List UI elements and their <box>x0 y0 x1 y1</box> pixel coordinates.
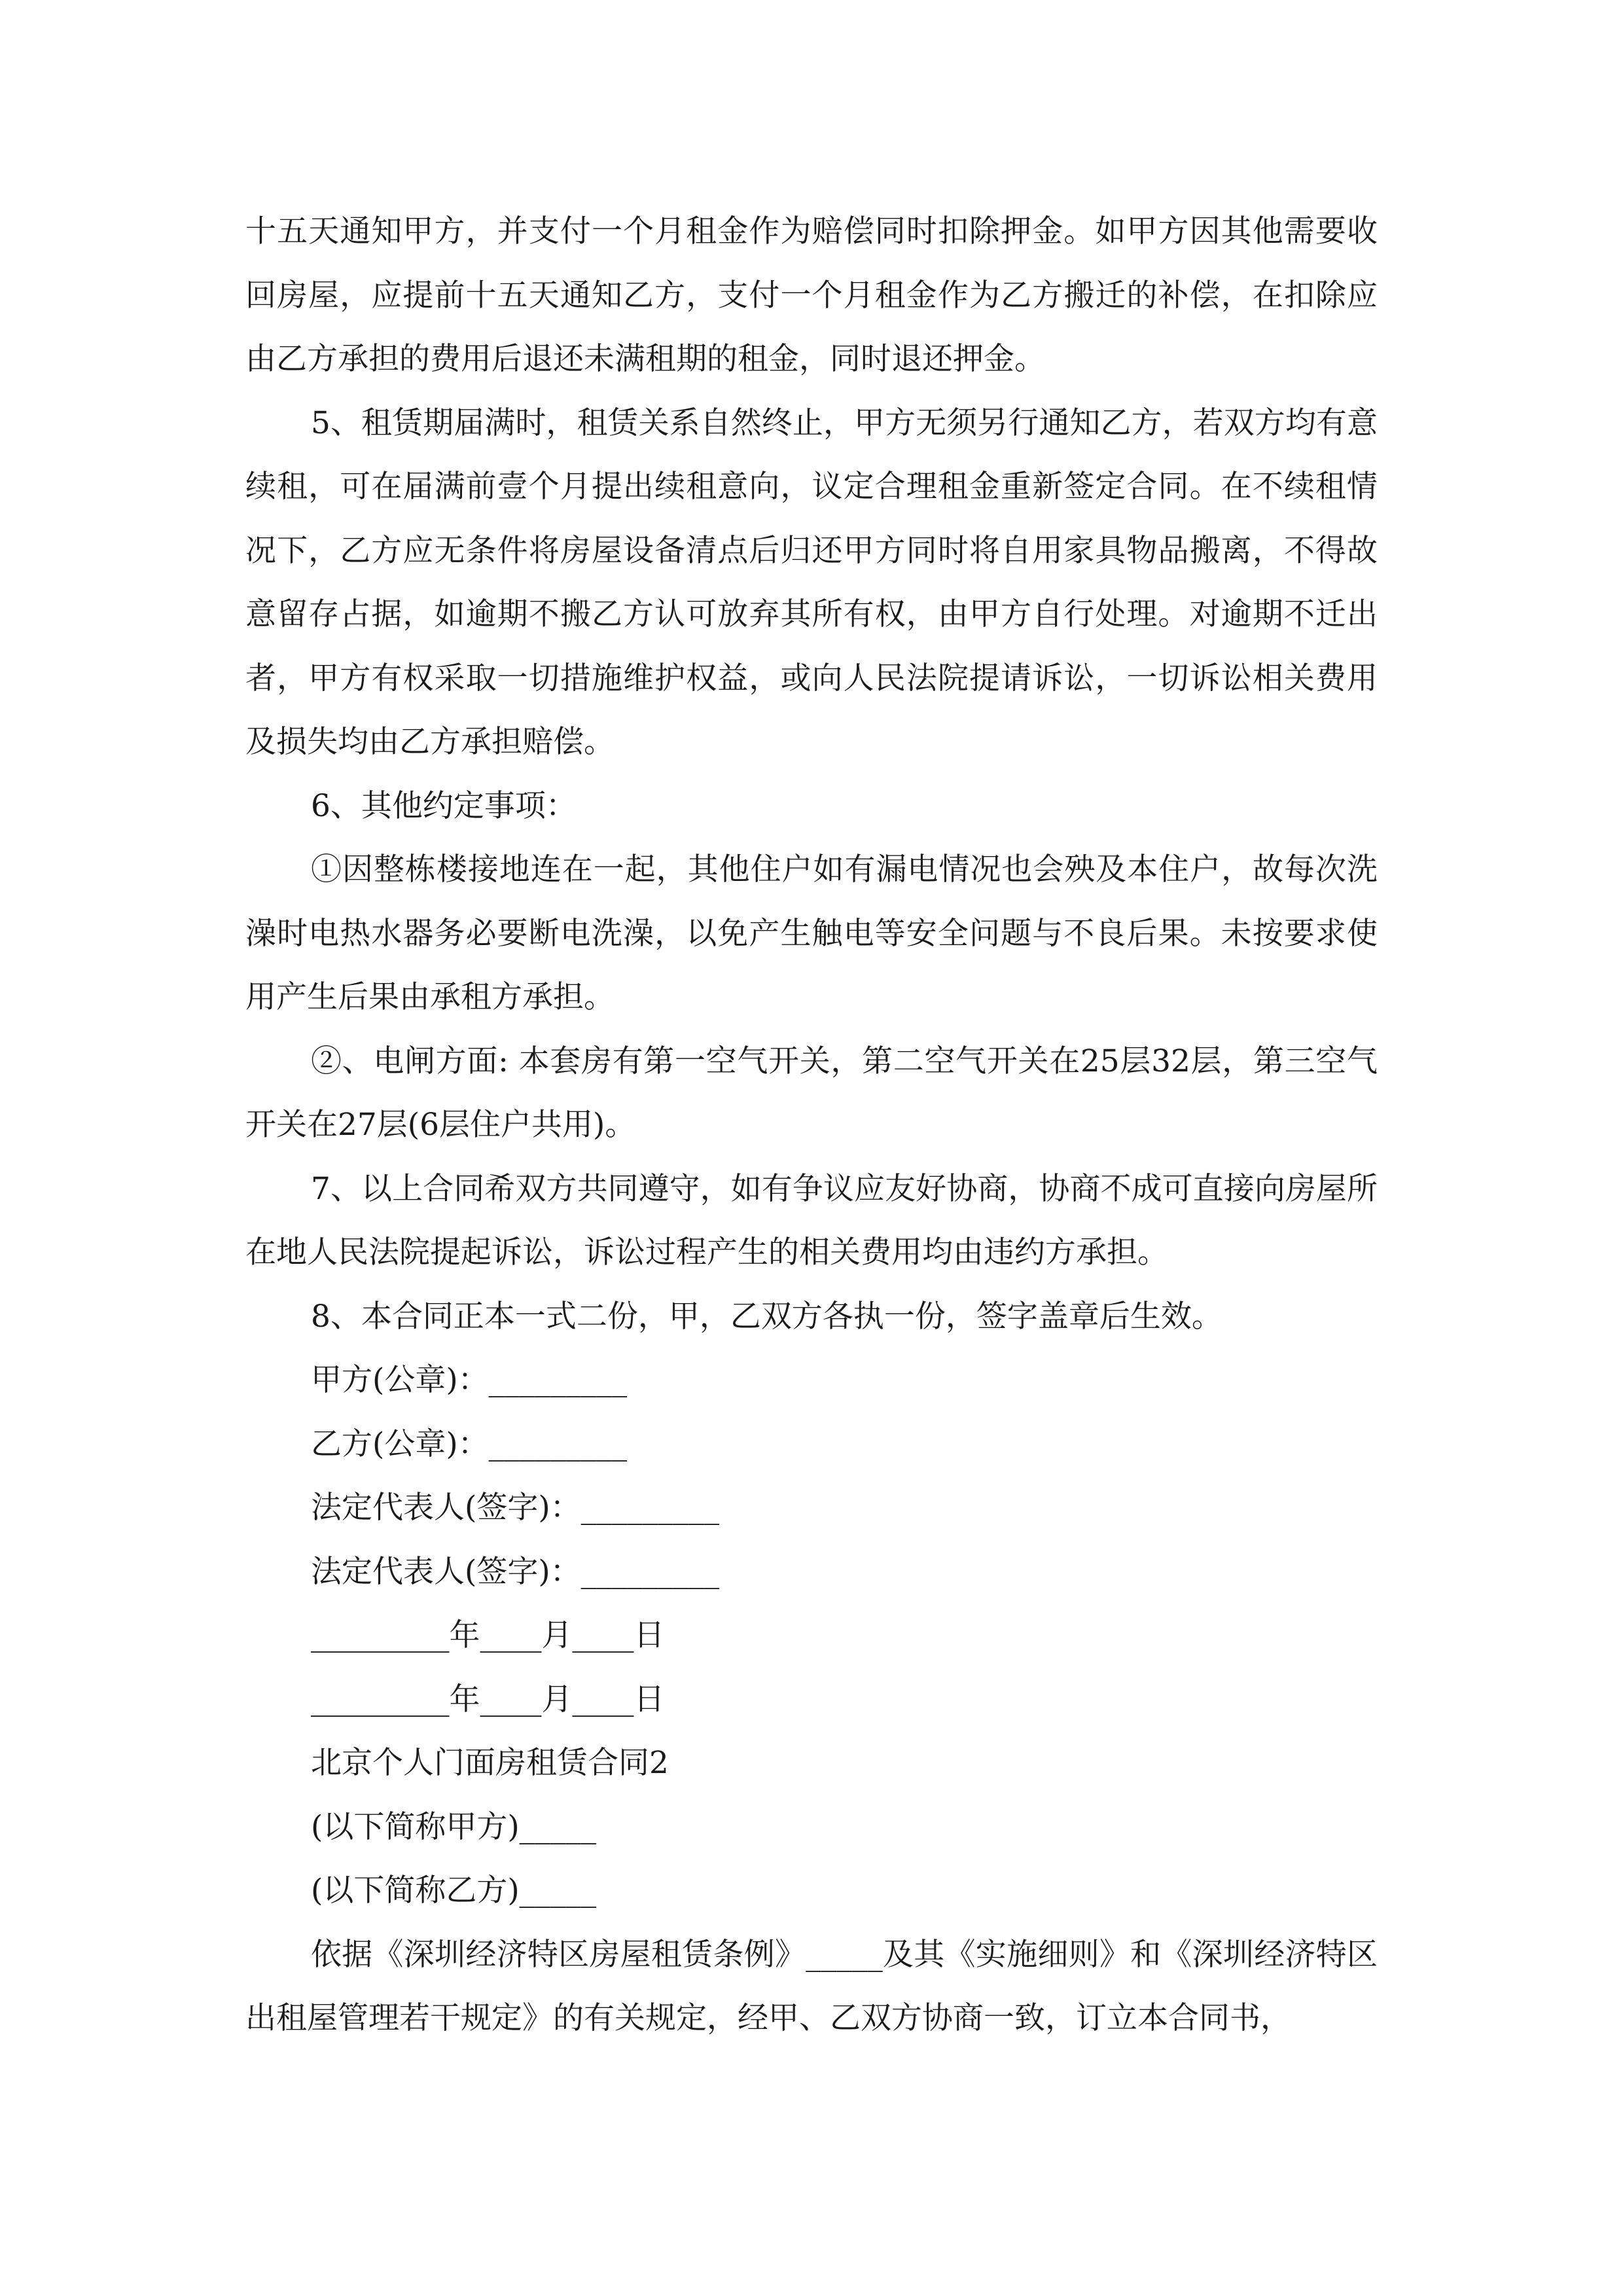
signature-party-b-seal: 乙方(公章)：_________ <box>311 1426 628 1462</box>
paragraph-continuation: 十五天通知甲方，并支付一个月租金作为赔偿同时扣除押金。如甲方因其他需要收回房屋，应提前十五天通知乙方，支付一个月租金作为乙方搬迁的补偿，在扣除应由乙方承担的费用后退还未满租期的租金，同时退还押金。 <box>245 213 1378 377</box>
party-b-line: (以下简称乙方)_____ <box>311 1873 597 1909</box>
paragraph-clause-6-heading: 6、其他约定事项： <box>311 787 577 824</box>
signature-representative-b: 法定代表人(签字)：_________ <box>311 1553 720 1590</box>
paragraph-clause-8: 8、本合同正本一式二份，甲，乙双方各执一份，签字盖章后生效。 <box>311 1298 1222 1335</box>
signature-representative-a: 法定代表人(签字)：_________ <box>311 1490 720 1526</box>
paragraph-clause-7: 7、以上合同希双方共同遵守，如有争议应友好协商，协商不成可直接向房屋所在地人民法院提起诉讼，诉讼过程产生的相关费用均由违约方承担。 <box>245 1170 1378 1270</box>
paragraph-clause-5: 5、租赁期届满时，租赁关系自然终止，甲方无须另行通知乙方，若双方均有意续租，可在届满前壹个月提出续租意向，议定合理租金重新签定合同。在不续租情况下，乙方应无条件将房屋设备清点后归还甲方同时将自用家具物品搬离，不得故意留存占据，如逾期不搬乙方认可放弃其所有权，由甲方自行处理。对逾期不迁出者，甲方有权采取一切措施维护权益，或向人民法院提请诉讼，一切诉讼相关费用及损失均由乙方承担赔偿。 <box>245 404 1378 760</box>
paragraph-clause-6-item-1: ①因整栋楼接地连在一起，其他住户如有漏电情况也会殃及本住户，故每次洗澡时电热水器务必要断电洗澡，以免产生触电等安全问题与不良后果。未按要求使用产生后果由承租方承担。 <box>245 852 1378 1015</box>
party-a-line: (以下简称甲方)_____ <box>311 1808 597 1845</box>
document-body <box>245 200 1378 2051</box>
signature-date-a: _________年____月____日 <box>311 1617 665 1653</box>
closing-paragraph: 依据《深圳经济特区房屋租赁条例》_____及其《实施细则》和《深圳经济特区出租屋管理若干规定》的有关规定，经甲、乙双方协商一致，订立本合同书， <box>245 1936 1378 2036</box>
second-contract-title: 北京个人门面房租赁合同2 <box>311 1745 669 1781</box>
signature-party-a-seal: 甲方(公章)：_________ <box>311 1362 628 1398</box>
signature-date-b: _________年____月____日 <box>311 1681 665 1717</box>
paragraph-clause-6-item-2: ②、电闸方面: 本套房有第一空气开关，第二空气开关在25层32层，第三空气开关在27层(6层住户共用)。 <box>245 1043 1378 1143</box>
